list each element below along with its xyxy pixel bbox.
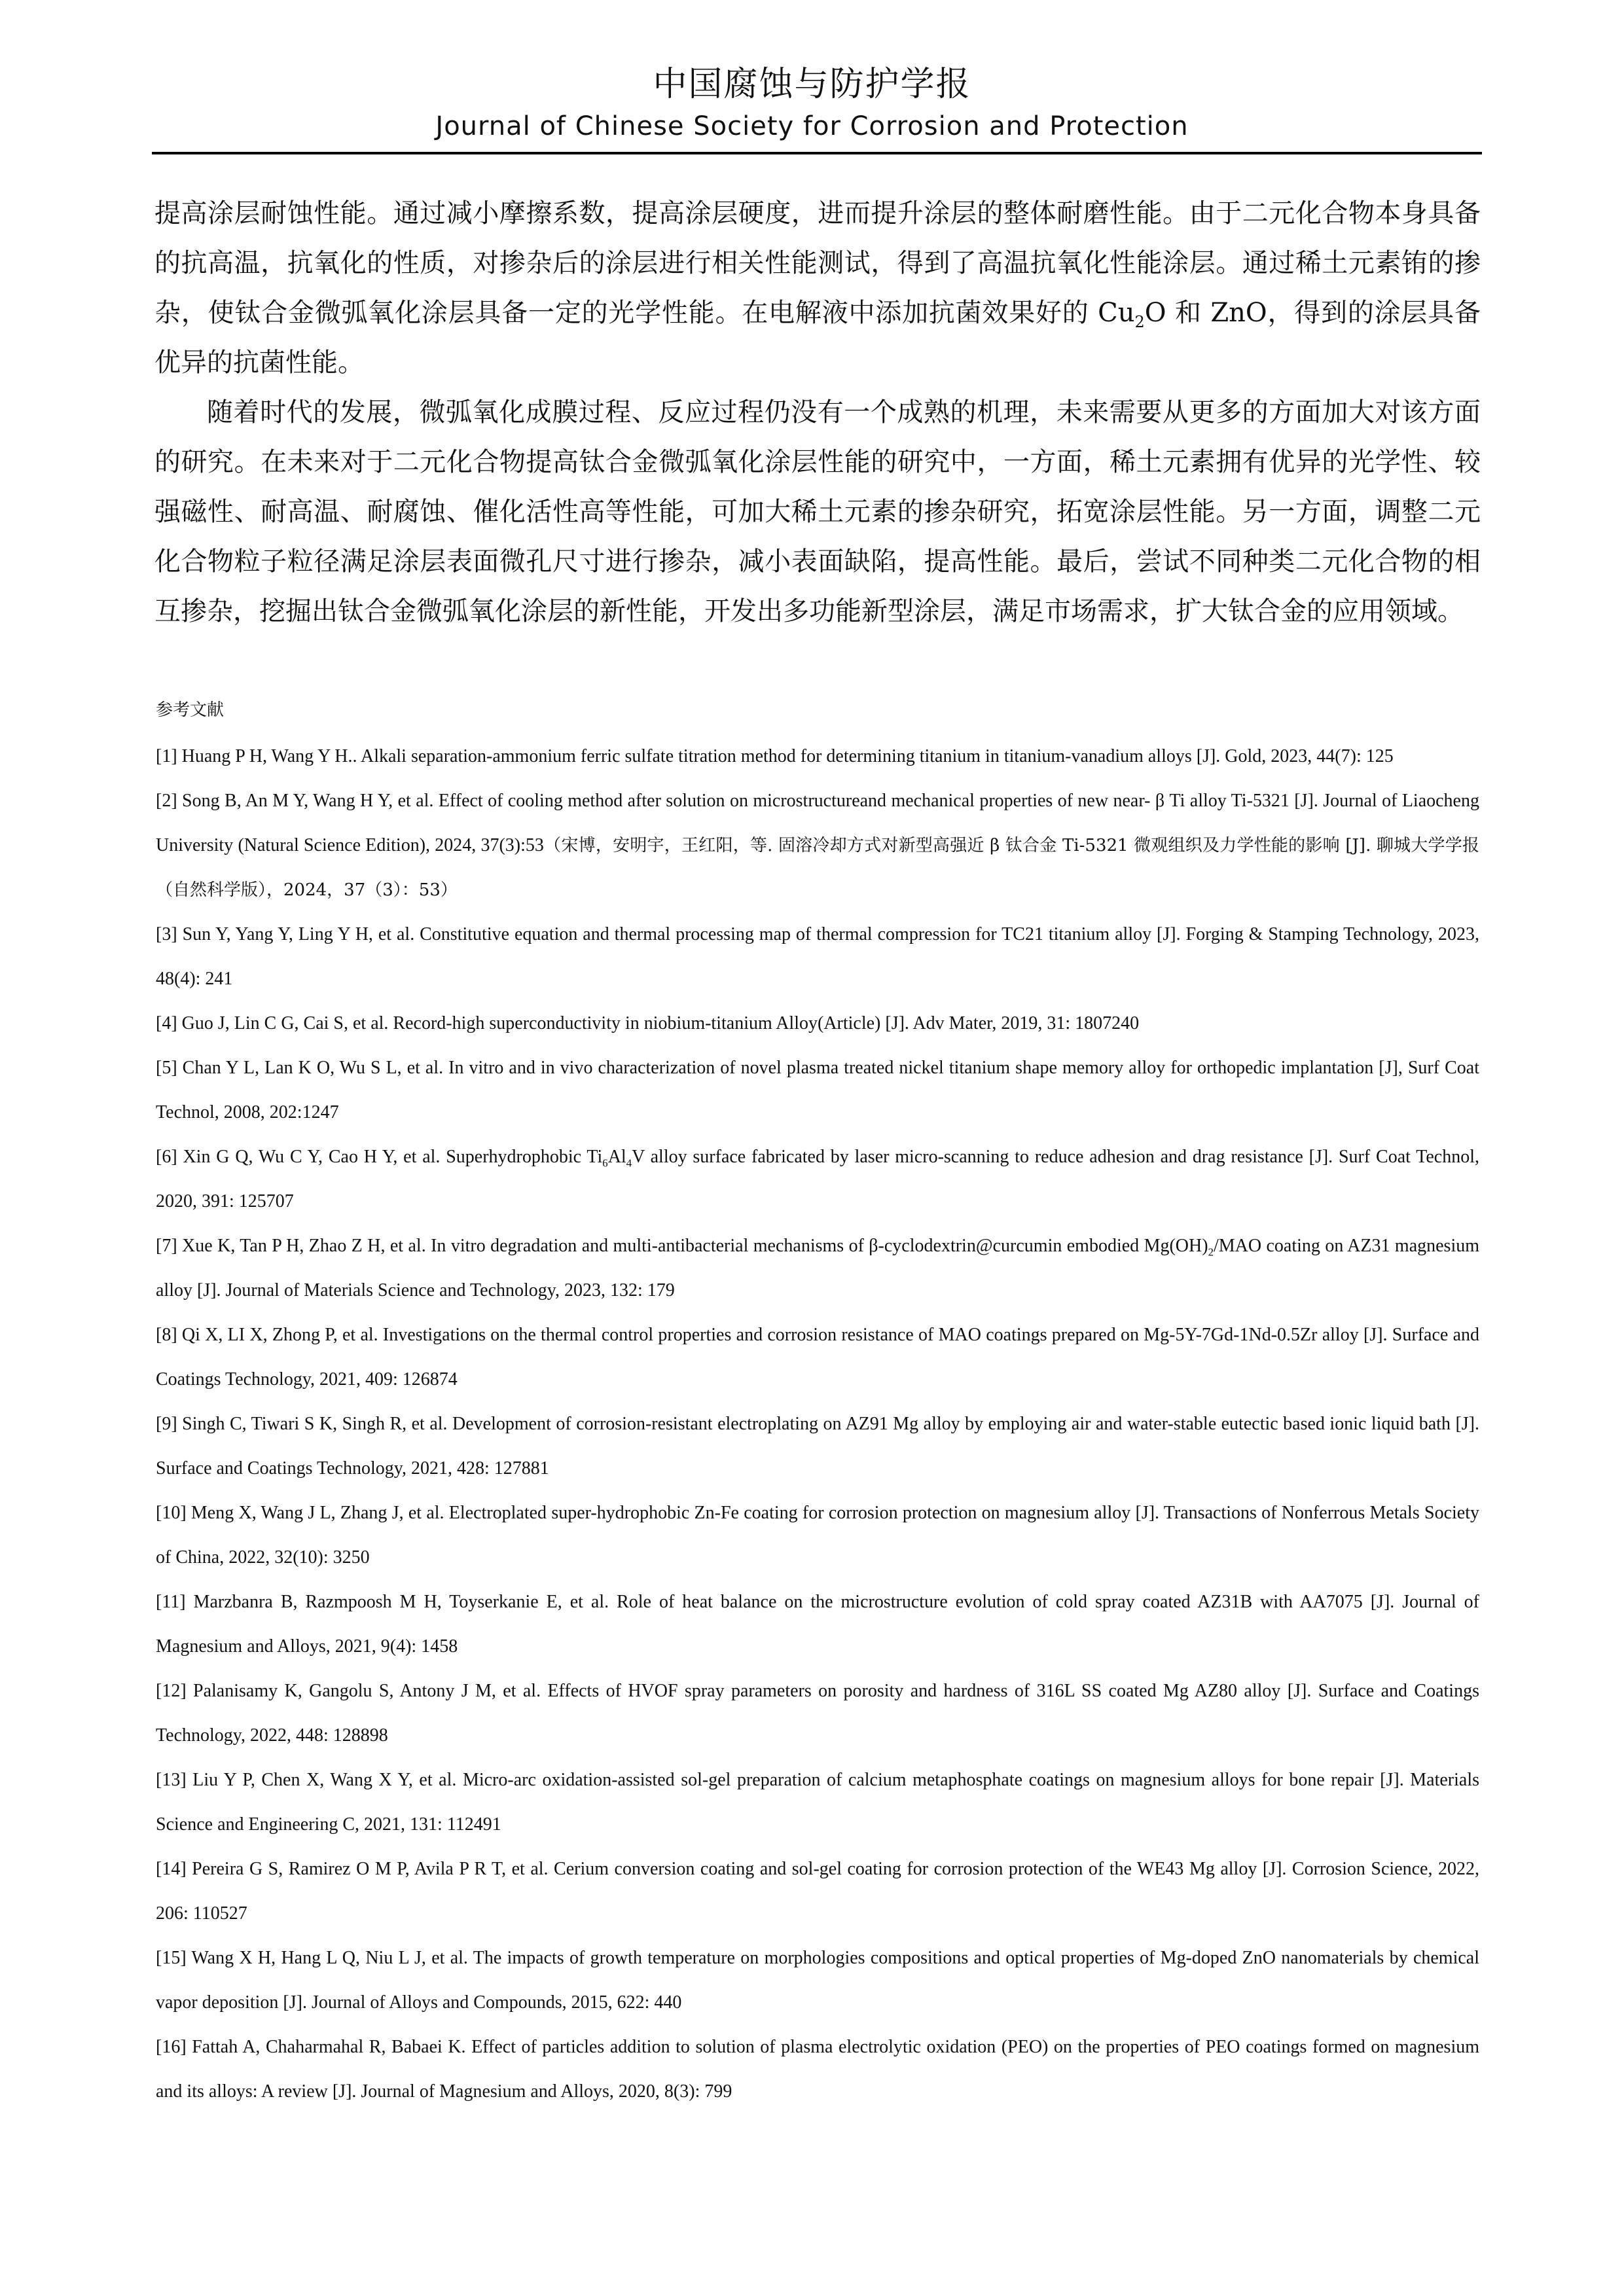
paragraph-2: 随着时代的发展，微弧氧化成膜过程、反应过程仍没有一个成熟的机理，未来需要从更多的方面加大对该方面的研究。在未来对于二元化合物提高钛合金微弧氧化涂层性能的研究中，一方面，稀土元素拥有优异的光学性、较强磁性、耐高温、耐腐蚀、催化活性高等性能，可加大稀土元素的掺杂研究，拓宽涂层性能。另一方面，调整二元化合物粒子粒径满足涂层表面微孔尺寸进行掺杂，减小表面缺陷，提高性能。最后，尝试不同种类二元化合物的相互掺杂，挖掘出钛合金微弧氧化涂层的新性能，开发出多功能新型涂层，满足市场需求，扩大钛合金的应用领域。 (154, 397, 1481, 626)
reference-item: [7] Xue K, Tan P H, Zhao Z H, et al. In vitro degradation and multi-antibacterial mechanisms of β-cyclodextrin@curcumin embodied $Mg(OH)_2$/MAO coating on AZ31 magnesium alloy [J]. Journal of Materials Science and Technology, 2023, 132: 179 (156, 1236, 1480, 1300)
reference-item: [15] Wang X H, Hang L Q, Niu L J, et al. The impacts of growth temperature on morphologies compositions and optical properties of Mg-doped ZnO nanomaterials by chemical vapor deposition [J]. Journal of Alloys and Compounds, 2015, 622: 440 (156, 1948, 1479, 2013)
reference-item: [2] Song B, An M Y, Wang H Y, et al. Effect of cooling method after solution on microstructureand mechanical properties of new near- β Ti alloy Ti-5321 [J]. Journal of Liaocheng University (Natural Science Edition), 2024, 37(3):53（宋博，安明宇，王红阳，等. 固溶冷却方式对新型高强近 β 钛合金 Ti-5321 微观组织及力学性能的影响 [J]. 聊城大学学报（自然科学版），2024，37（3）：53） (156, 791, 1479, 900)
reference-item: [12] Palanisamy K, Gangolu S, Antony J M, et al. Effects of HVOF spray parameters on porosity and hardness of 316L SS coated Mg AZ80 alloy [J]. Surface and Coatings Technology, 2022, 448: 128898 (156, 1681, 1479, 1746)
body-text (154, 188, 1481, 636)
journal-title-english: Journal of Chinese Society for Corrosion and Protection (435, 111, 1189, 141)
reference-item: [14] Pereira G S, Ramirez O M P, Avila P R T, et al. Cerium conversion coating and sol-gel coating for corrosion protection of the WE43 Mg alloy [J]. Corrosion Science, 2022, 206: 110527 (156, 1859, 1479, 1924)
reference-item: [3] Sun Y, Yang Y, Ling Y H, et al. Constitutive equation and thermal processing map of thermal compression for TC21 titanium alloy [J]. Forging & Stamping Technology, 2023, 48(4): 241 (156, 924, 1479, 989)
reference-item: [5] Chan Y L, Lan K O, Wu S L, et al. In vitro and in vivo characterization of novel plasma treated nickel titanium shape memory alloy for orthopedic implantation [J], Surf Coat Technol, 2008, 202:1247 (156, 1058, 1479, 1122)
reference-item: [11] Marzbanra B, Razmpoosh M H, Toyserkanie E, et al. Role of heat balance on the microstructure evolution of cold spray coated AZ31B with AA7075 [J]. Journal of Magnesium and Alloys, 2021, 9(4): 1458 (156, 1592, 1479, 1657)
references-heading: 参考文献 (156, 700, 225, 720)
header-divider (152, 152, 1482, 154)
journal-title-chinese: 中国腐蚀与防护学报 (653, 65, 971, 104)
reference-item: [6] Xin G Q, Wu C Y, Cao H Y, et al. Superhydrophobic $Ti_6Al_4V$ alloy surface fabricated by laser micro-scanning to reduce adhesion and drag resistance [J]. Surf Coat Technol, 2020, 391: 125707 (156, 1147, 1479, 1211)
paragraph-1: 提高涂层耐蚀性能。通过减小摩擦系数，提高涂层硬度，进而提升涂层的整体耐磨性能。由于二元化合物本身具备的抗高温，抗氧化的性质，对掺杂后的涂层进行相关性能测试，得到了高温抗氧化性能涂层。通过稀土元素铕的掺杂，使钛合金微弧氧化涂层具备一定的光学性能。在电解液中添加抗菌效果好的 $Cu_2O$ 和 ZnO，得到的涂层具备优异的抗菌性能。 (154, 198, 1481, 378)
reference-item: [10] Meng X, Wang J L, Zhang J, et al. Electroplated super-hydrophobic Zn-Fe coating for corrosion protection on magnesium alloy [J]. Transactions of Nonferrous Metals Society of China, 2022, 32(10): 3250 (156, 1503, 1479, 1568)
reference-list (156, 734, 1479, 2114)
reference-item: [9] Singh C, Tiwari S K, Singh R, et al. Development of corrosion-resistant electroplating on AZ91 Mg alloy by employing air and water-stable eutectic based ionic liquid bath [J]. Surface and Coatings Technology, 2021, 428: 127881 (156, 1414, 1479, 1479)
reference-item: [16] Fattah A, Chaharmahal R, Babaei K. Effect of particles addition to solution of plasma electrolytic oxidation (PEO) on the properties of PEO coatings formed on magnesium and its alloys: A review [J]. Journal of Magnesium and Alloys, 2020, 8(3): 799 (156, 2037, 1479, 2102)
reference-item: [4] Guo J, Lin C G, Cai S, et al. Record-high superconductivity in niobium-titanium Alloy(Article) [J]. Adv Mater, 2019, 31: 1807240 (156, 1013, 1140, 1033)
reference-item: [13] Liu Y P, Chen X, Wang X Y, et al. Micro-arc oxidation-assisted sol-gel preparation of calcium metaphosphate coatings on magnesium alloys for bone repair [J]. Materials Science and Engineering C, 2021, 131: 112491 (156, 1770, 1479, 1835)
reference-item: [8] Qi X, LI X, Zhong P, et al. Investigations on the thermal control properties and corrosion resistance of MAO coatings prepared on Mg-5Y-7Gd-1Nd-0.5Zr alloy [J]. Surface and Coatings Technology, 2021, 409: 126874 (156, 1325, 1479, 1390)
reference-item: [1] Huang P H, Wang Y H.. Alkali separation-ammonium ferric sulfate titration method for determining titanium in titanium-vanadium alloys [J]. Gold, 2023, 44(7): 125 (156, 746, 1394, 766)
